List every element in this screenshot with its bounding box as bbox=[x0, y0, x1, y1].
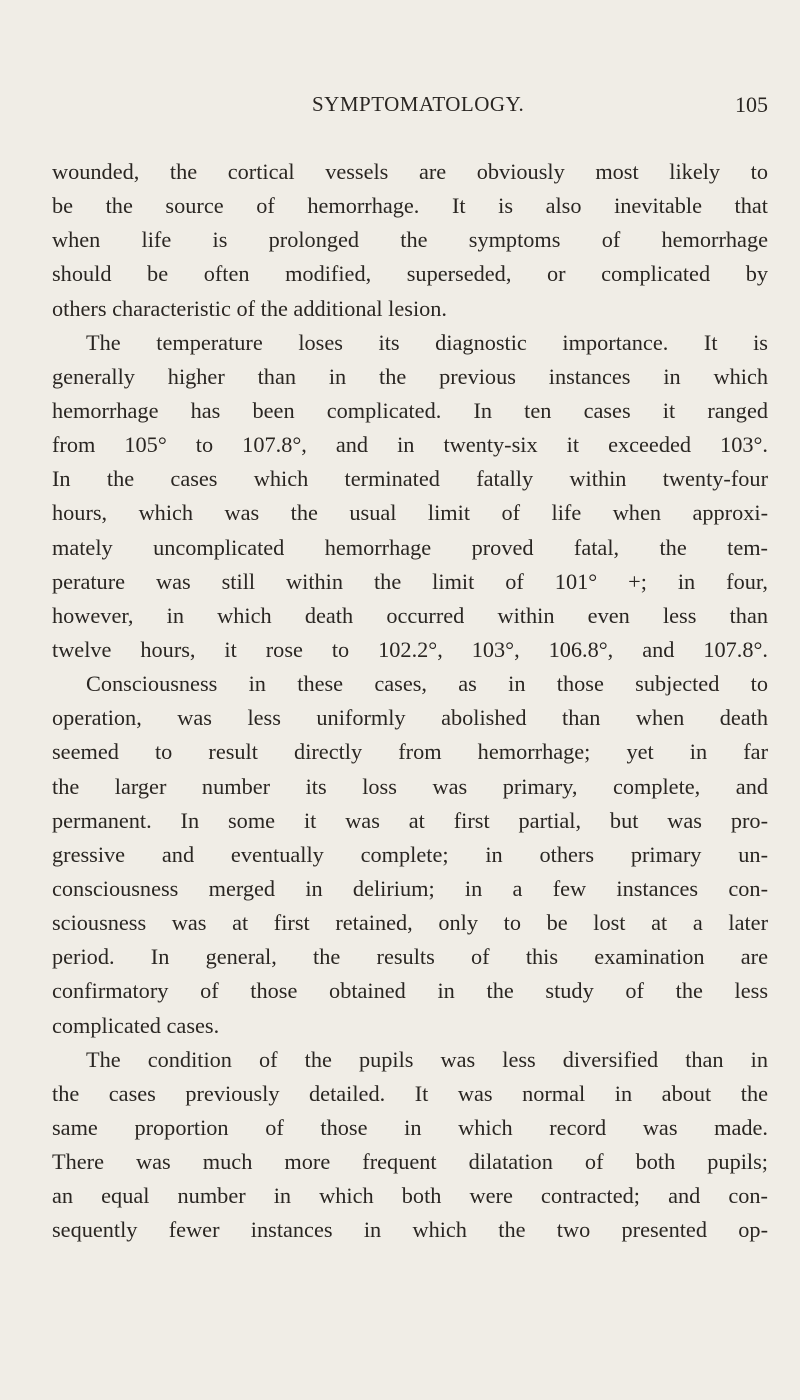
text-line: operation, was less uniformly abolished than when death bbox=[52, 705, 768, 731]
text-line: an equal number in which both were contracted; and con- bbox=[52, 1183, 768, 1209]
text-line: the larger number its loss was primary, complete, and bbox=[52, 773, 768, 799]
text-line: seemed to result directly from hemorrhage; yet in far bbox=[52, 739, 768, 765]
text-line: confirmatory of those obtained in the study of the less bbox=[52, 978, 768, 1004]
text-line: permanent. In some it was at first partial, but was pro- bbox=[52, 807, 768, 833]
text-line: consciousness merged in delirium; in a few instances con- bbox=[52, 875, 768, 901]
text-line: however, in which death occurred within even less than bbox=[52, 602, 768, 628]
text-line: from 105° to 107.8°, and in twenty-six it exceeded 103°. bbox=[52, 432, 768, 458]
text-line: hemorrhage has been complicated. In ten cases it ranged bbox=[52, 397, 768, 423]
text-line: period. In general, the results of this examination are bbox=[52, 944, 768, 970]
text-line: perature was still within the limit of 101° +; in four, bbox=[52, 568, 768, 594]
text-line: sciousness was at first retained, only to be lost at a later bbox=[52, 910, 768, 936]
text-line: when life is prolonged the symptoms of hemorrhage bbox=[52, 227, 768, 253]
text-line: should be often modified, superseded, or complicated by bbox=[52, 261, 768, 287]
text-line: hours, which was the usual limit of life when approxi- bbox=[52, 500, 768, 526]
text-line: There was much more frequent dilatation of both pupils; bbox=[52, 1149, 768, 1175]
page-header bbox=[52, 92, 768, 126]
paragraph-start-line: Consciousness in these cases, as in those subjected to bbox=[86, 671, 768, 697]
text-line: twelve hours, it rose to 102.2°, 103°, 106.8°, and 107.8°. bbox=[52, 636, 768, 662]
text-line: others characteristic of the additional lesion. bbox=[52, 295, 448, 321]
text-line: be the source of hemorrhage. It is also inevitable that bbox=[52, 193, 768, 219]
page-number: 105 bbox=[735, 92, 768, 117]
text-line: mately uncomplicated hemorrhage proved fatal, the tem- bbox=[52, 534, 768, 560]
text-line: wounded, the cortical vessels are obviously most likely to bbox=[52, 159, 768, 184]
paragraph-start-line: The temperature loses its diagnostic importance. It is bbox=[86, 329, 768, 355]
text-line: sequently fewer instances in which the two presented op- bbox=[52, 1217, 768, 1243]
text-line: complicated cases. bbox=[52, 1012, 220, 1038]
paragraph-start-line: The condition of the pupils was less diversified than in bbox=[86, 1046, 768, 1072]
text-line: gressive and eventually complete; in others primary un- bbox=[52, 841, 768, 867]
body-text bbox=[52, 155, 768, 1248]
text-line: generally higher than in the previous instances in which bbox=[52, 363, 768, 389]
text-line: In the cases which terminated fatally within twenty-four bbox=[52, 466, 768, 492]
running-title: SYMPTOMATOLOGY. bbox=[312, 92, 525, 116]
text-line: same proportion of those in which record was made. bbox=[52, 1114, 768, 1140]
text-line: the cases previously detailed. It was normal in about the bbox=[52, 1080, 768, 1106]
